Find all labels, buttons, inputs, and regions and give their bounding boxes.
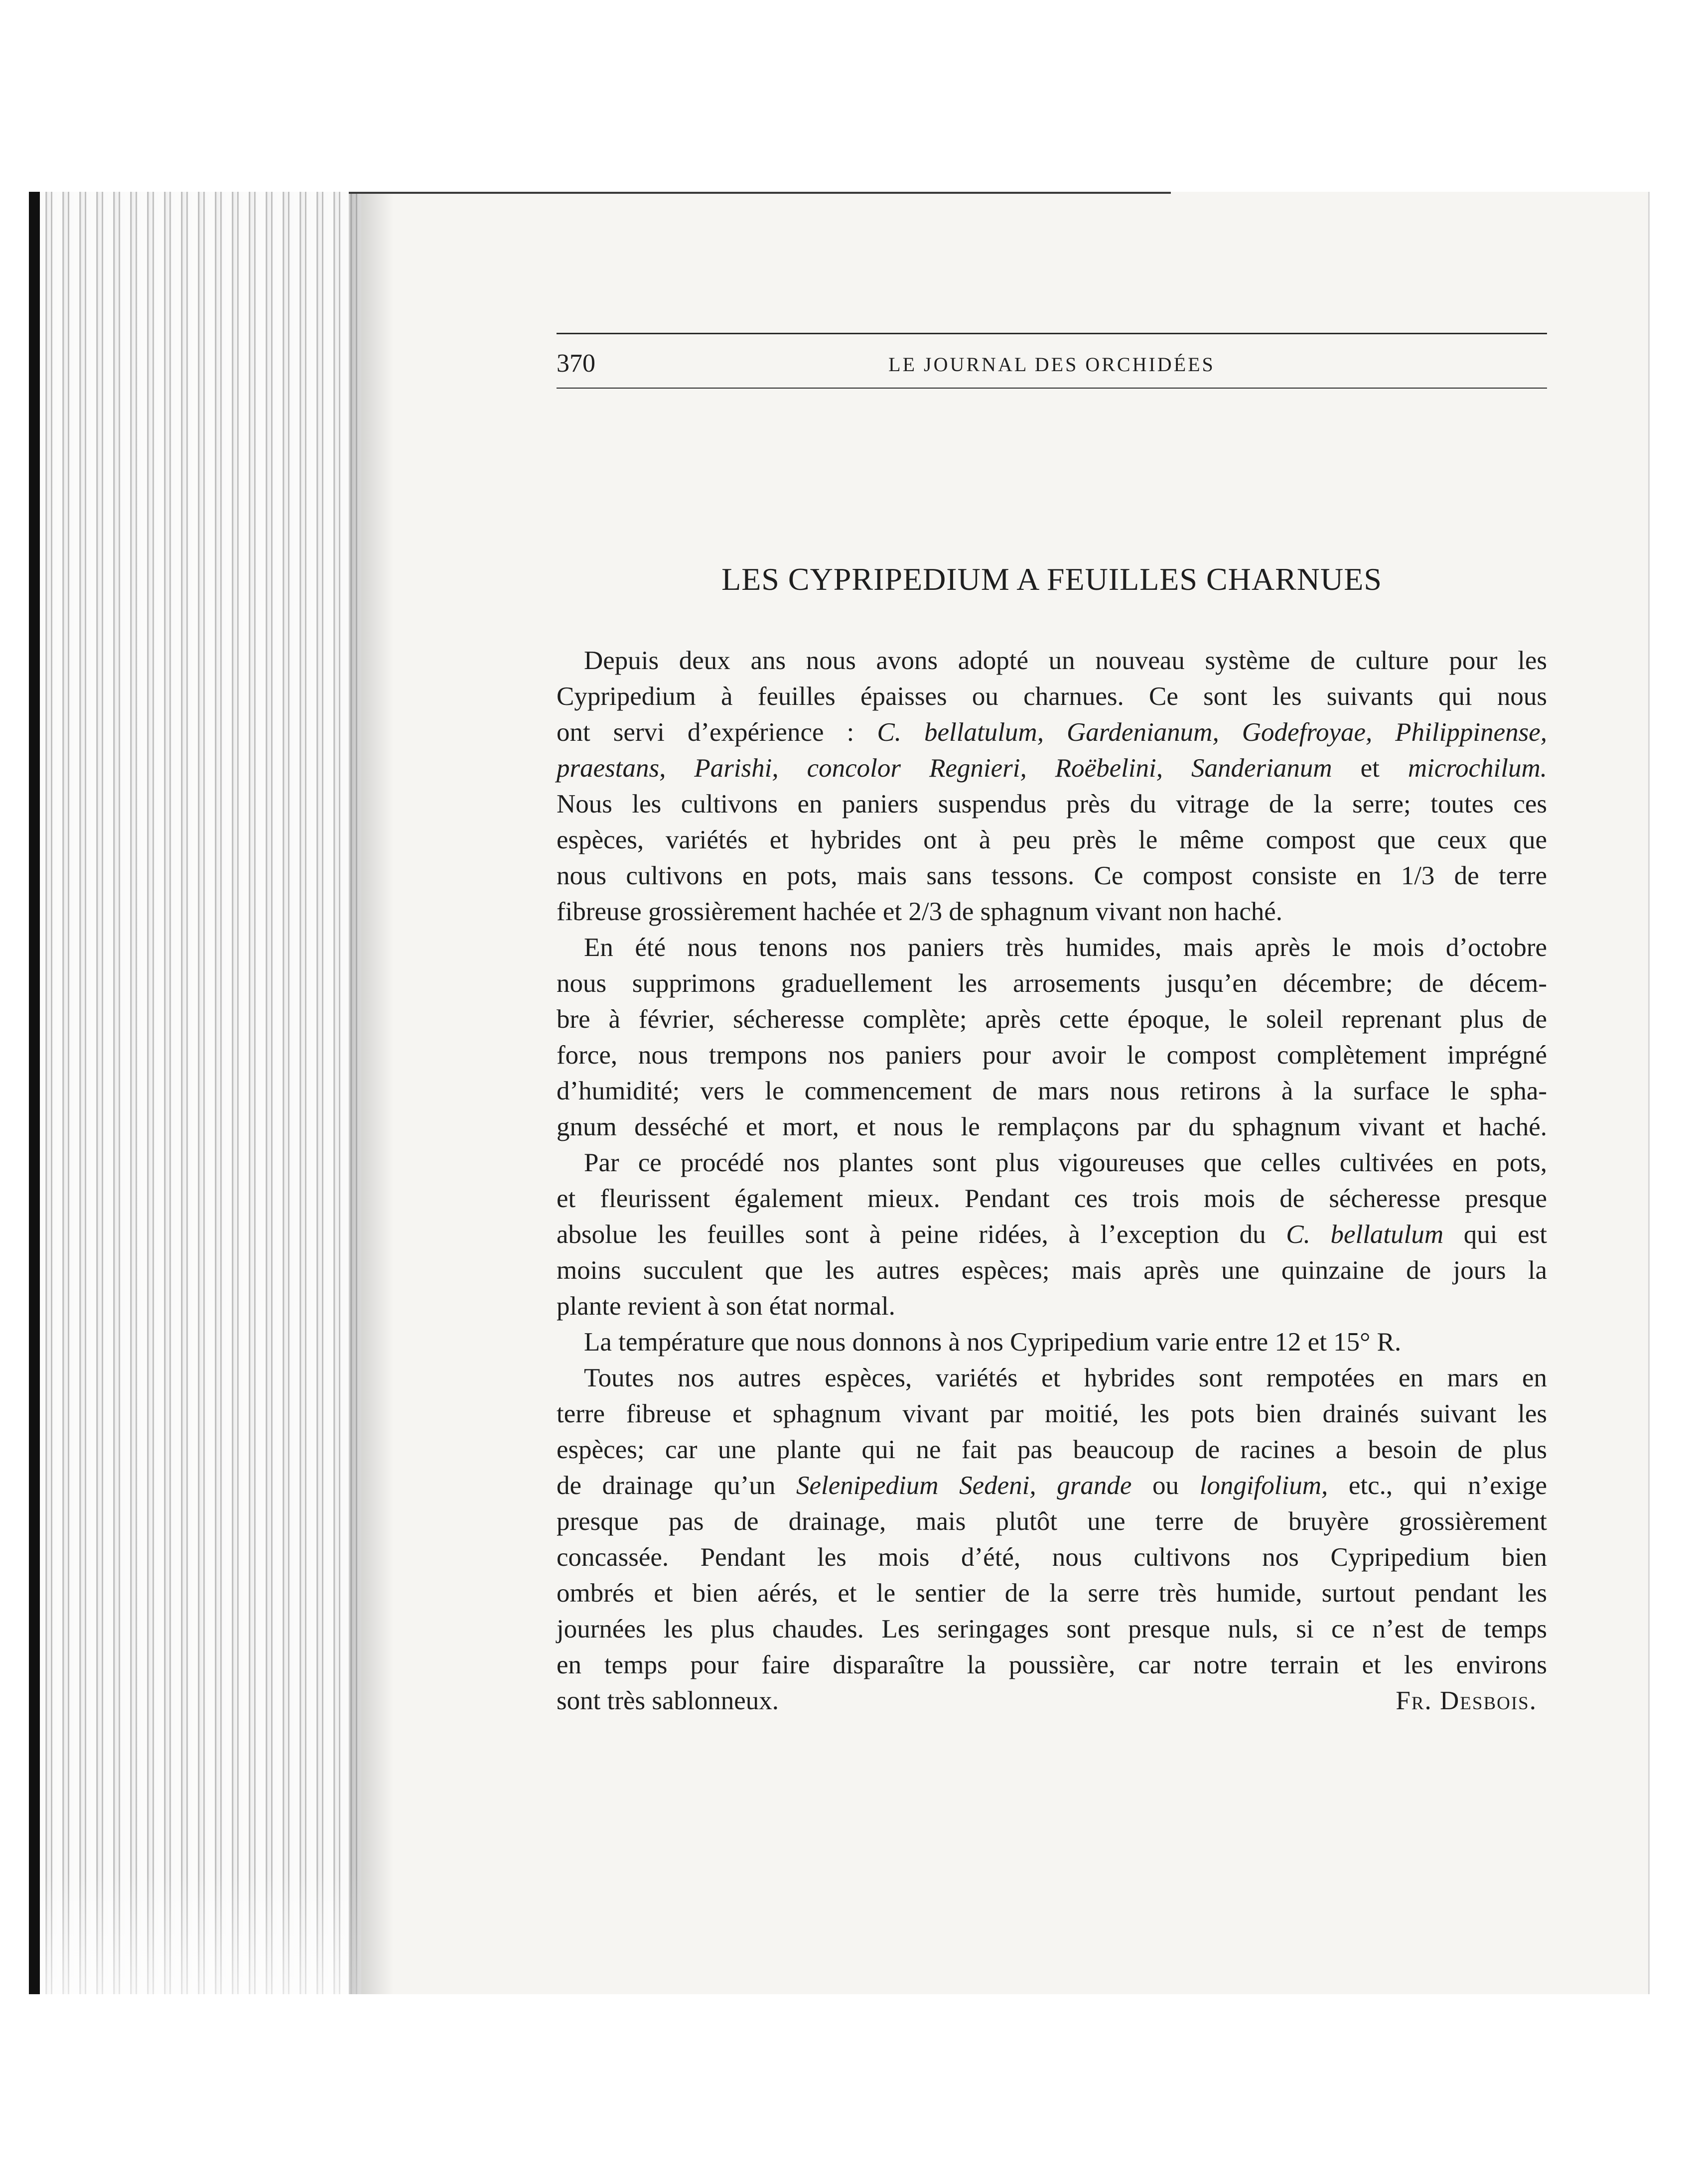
text-line bbox=[557, 858, 1547, 894]
text-line bbox=[557, 1575, 1547, 1611]
text-segment: journées les plus chaudes. Les seringages sont presque nuls, si ce n’est de temps bbox=[557, 1615, 1547, 1643]
text-segment: fibreuse grossièrement hachée et 2/3 de sphagnum vivant non haché. bbox=[557, 897, 1283, 926]
text-segment: nous cultivons en pots, mais sans tessons. Ce compost consiste en 1/3 de terre bbox=[557, 861, 1547, 890]
text-line bbox=[557, 786, 1547, 822]
gutter-shadow bbox=[349, 192, 394, 1994]
text-line bbox=[557, 1432, 1547, 1468]
text-segment: espèces, variétés et hybrides ont à peu près le même compost que ceux que bbox=[557, 825, 1547, 854]
text-line bbox=[557, 714, 1547, 750]
text-line bbox=[557, 1468, 1547, 1503]
text-segment: Nous les cultivons en paniers suspendus près du vitrage de la serre; toutes ces bbox=[557, 790, 1547, 819]
italic-text: Selenipedium Sedeni, grande bbox=[796, 1471, 1132, 1500]
text-line bbox=[557, 679, 1547, 714]
text-segment: gnum desséché et mort, et nous le remplaçons par du sphagnum vivant et haché. bbox=[557, 1112, 1547, 1141]
text-line bbox=[557, 1503, 1547, 1539]
text-segment: espèces; car une plante qui ne fait pas beaucoup de racines a besoin de plus bbox=[557, 1435, 1547, 1464]
text-line bbox=[557, 1145, 1547, 1181]
book-spine-shadow bbox=[29, 192, 40, 1994]
text-segment: Depuis deux ans nous avons adopté un nouveau système de culture pour les bbox=[584, 646, 1547, 675]
italic-text: praestans, Parishi, concolor Regnieri, Roëbelini, Sanderianum bbox=[557, 754, 1332, 783]
italic-text: C. bellatulum, Gardenianum, Godefroyae, Philippinense, bbox=[877, 718, 1547, 747]
text-segment: ombrés et bien aérés, et le sentier de la serre très humide, surtout pendant les bbox=[557, 1579, 1547, 1608]
text-segment: Cypripedium à feuilles épaisses ou charnues. Ce sont les suivants qui nous bbox=[557, 682, 1547, 711]
text-segment: En été nous tenons nos paniers très humides, mais après le mois d’octobre bbox=[584, 933, 1547, 962]
text-line bbox=[557, 1001, 1547, 1037]
text-line bbox=[557, 1683, 1547, 1719]
text-line bbox=[557, 894, 1547, 930]
text-line bbox=[557, 930, 1547, 965]
text-line bbox=[557, 1611, 1547, 1647]
text-segment: et bbox=[1332, 754, 1408, 783]
text-line bbox=[557, 1181, 1547, 1217]
text-segment: en temps pour faire disparaître la poussière, car notre terrain et les environs bbox=[557, 1650, 1547, 1679]
text-segment: moins succulent que les autres espèces; mais après une quinzaine de jours la bbox=[557, 1256, 1547, 1285]
text-segment: etc., qui n’exige bbox=[1328, 1471, 1547, 1500]
page-number: 370 bbox=[557, 349, 595, 378]
text-segment: de drainage qu’un bbox=[557, 1471, 796, 1500]
italic-text: longifolium, bbox=[1199, 1471, 1328, 1500]
text-line bbox=[557, 1396, 1547, 1432]
text-segment: d’humidité; vers le commencement de mars nous retirons à la surface le spha- bbox=[557, 1077, 1547, 1105]
text-line bbox=[557, 1288, 1547, 1324]
text-segment: terre fibreuse et sphagnum vivant par moitié, les pots bien drainés suivant les bbox=[557, 1399, 1547, 1428]
header-rule-bottom bbox=[557, 388, 1547, 389]
text-line bbox=[557, 1037, 1547, 1073]
running-head: LE JOURNAL DES ORCHIDÉES bbox=[888, 353, 1215, 376]
page-top-edge bbox=[349, 192, 1171, 194]
text-segment: Toutes nos autres espèces, variétés et hybrides sont rempotées en mars en bbox=[584, 1364, 1547, 1392]
text-line bbox=[557, 1324, 1547, 1360]
text-segment: plante revient à son état normal. bbox=[557, 1292, 895, 1321]
article-body bbox=[557, 643, 1547, 1719]
book-page-edges bbox=[40, 192, 361, 1994]
text-line bbox=[557, 643, 1547, 679]
text-line bbox=[557, 1252, 1547, 1288]
text-line bbox=[557, 1647, 1547, 1683]
italic-text: C. bellatulum bbox=[1286, 1220, 1444, 1249]
text-segment: force, nous trempons nos paniers pour avoir le compost complètement imprégné bbox=[557, 1041, 1547, 1070]
text-line bbox=[557, 1360, 1547, 1396]
italic-text: microchilum. bbox=[1408, 754, 1547, 783]
author-signature: Fr. Desbois. bbox=[1396, 1686, 1537, 1715]
text-line bbox=[557, 822, 1547, 858]
article-title: LES CYPRIPEDIUM A FEUILLES CHARNUES bbox=[721, 561, 1382, 597]
text-segment: et fleurissent également mieux. Pendant ces trois mois de sécheresse presque bbox=[557, 1184, 1547, 1213]
text-segment: La température que nous donnons à nos Cypripedium varie entre 12 et 15° R. bbox=[584, 1328, 1402, 1357]
text-segment: bre à février, sécheresse complète; après cette époque, le soleil reprenant plus de bbox=[557, 1005, 1547, 1034]
text-line bbox=[557, 1109, 1547, 1145]
text-segment: sont très sablonneux. bbox=[557, 1686, 779, 1715]
text-segment: absolue les feuilles sont à peine ridées, à l’exception du bbox=[557, 1220, 1286, 1249]
text-line bbox=[557, 750, 1547, 786]
text-segment: qui est bbox=[1443, 1220, 1547, 1249]
text-segment: Par ce procédé nos plantes sont plus vigoureuses que celles cultivées en pots, bbox=[584, 1148, 1547, 1177]
text-line bbox=[557, 1217, 1547, 1252]
text-segment: concassée. Pendant les mois d’été, nous cultivons nos Cypripedium bien bbox=[557, 1543, 1547, 1572]
text-line bbox=[557, 1073, 1547, 1109]
text-segment: ou bbox=[1131, 1471, 1200, 1500]
text-segment: nous supprimons graduellement les arrosements jusqu’en décembre; de décem- bbox=[557, 969, 1547, 998]
header-rule-top bbox=[557, 333, 1547, 334]
text-line bbox=[557, 1539, 1547, 1575]
text-segment: ont servi d’expérience : bbox=[557, 718, 877, 747]
page-edges-fade bbox=[40, 1873, 361, 1994]
text-segment: presque pas de drainage, mais plutôt une terre de bruyère grossièrement bbox=[557, 1507, 1547, 1536]
text-line bbox=[557, 965, 1547, 1001]
